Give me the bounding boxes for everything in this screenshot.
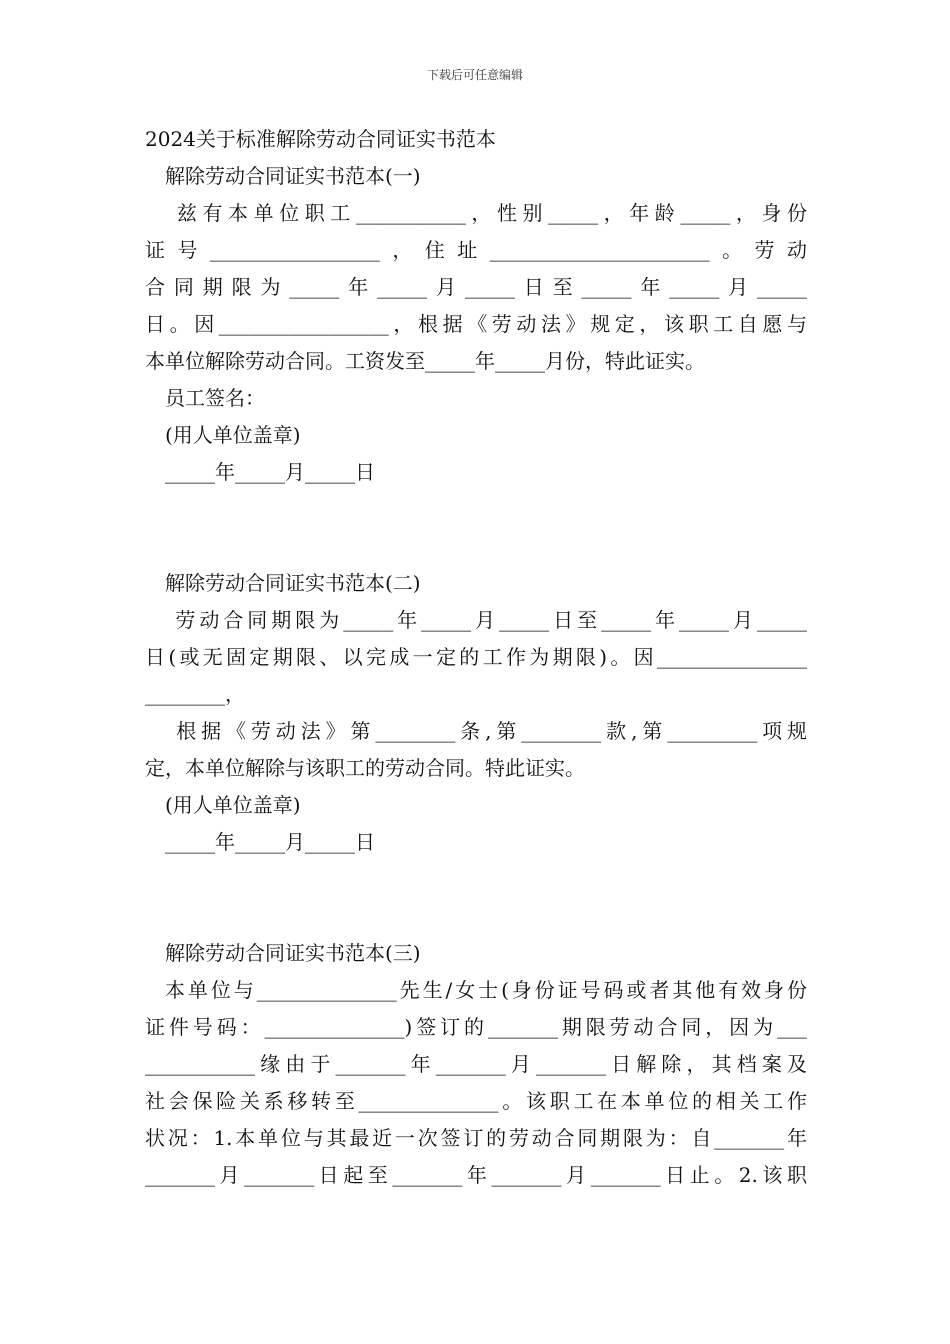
section-1-paragraph-line: 本单位解除劳动合同。工资发至_____年_____月份，特此证实。 (145, 349, 705, 373)
section-1-heading: 解除劳动合同证实书范本(一) (165, 164, 421, 188)
section-2-paragraph-line: 日(或无固定期限、以完成一定的工作为期限)。因_______________ (145, 645, 807, 669)
section-1-company-seal: (用人单位盖章) (165, 423, 301, 447)
section-3-paragraph-line: _______月_______日起至_______年_______月_______日止。2.该职 (145, 1163, 807, 1187)
document-title: 2024关于标准解除劳动合同证实书范本 (145, 127, 496, 151)
section-1-employee-signature: 员工签名： (165, 386, 265, 410)
section-3-paragraph-line: ___________缘由于_______年_______月_______日解除，其档案及 (145, 1052, 807, 1076)
section-spacer (145, 861, 807, 935)
section-1-paragraph-line: 证号_________________，住址______________________。劳动 (145, 238, 807, 262)
section-3-paragraph-line: 证件号码：______________)签订的_______期限劳动合同，因为___ (145, 1015, 807, 1039)
section-2-paragraph-line: 定，本单位解除与该职工的劳动合同。特此证实。 (145, 756, 585, 780)
section-2-date: _____年_____月_____日 (165, 830, 375, 854)
section-1-date: _____年_____月_____日 (165, 460, 375, 484)
section-2-paragraph-line: 根据《劳动法》第________条,第________款,第_________项规 (165, 719, 807, 743)
section-3-paragraph-line: 本单位与______________先生/女士(身份证号码或者其他有效身份 (165, 978, 807, 1002)
section-2-paragraph-line: 劳动合同期限为_____年_____月_____日至_____年_____月_____ (165, 608, 807, 632)
section-3-heading: 解除劳动合同证实书范本(三) (165, 941, 421, 965)
section-2-paragraph-line: ________， (145, 682, 245, 706)
section-3-paragraph-line: 状况：1.本单位与其最近一次签订的劳动合同期限为：自_______年 (145, 1126, 807, 1150)
section-3-paragraph-line: 社会保险关系移转至______________。该职工在本单位的相关工作 (145, 1089, 807, 1113)
section-1-paragraph-line: 日。因_________________，根据《劳动法》规定，该职工自愿与 (145, 312, 807, 336)
section-1-paragraph-line: 兹有本单位职工___________，性别_____，年龄_____，身份 (165, 201, 807, 225)
section-2-company-seal: (用人单位盖章) (165, 793, 301, 817)
section-spacer (145, 491, 807, 565)
section-2-heading: 解除劳动合同证实书范本(二) (165, 571, 421, 595)
document-body (145, 121, 807, 1194)
page-header-note: 下载后可任意编辑 (426, 68, 523, 82)
section-1-paragraph-line: 合同期限为_____年_____月_____日至_____年_____月_____ (145, 275, 807, 299)
